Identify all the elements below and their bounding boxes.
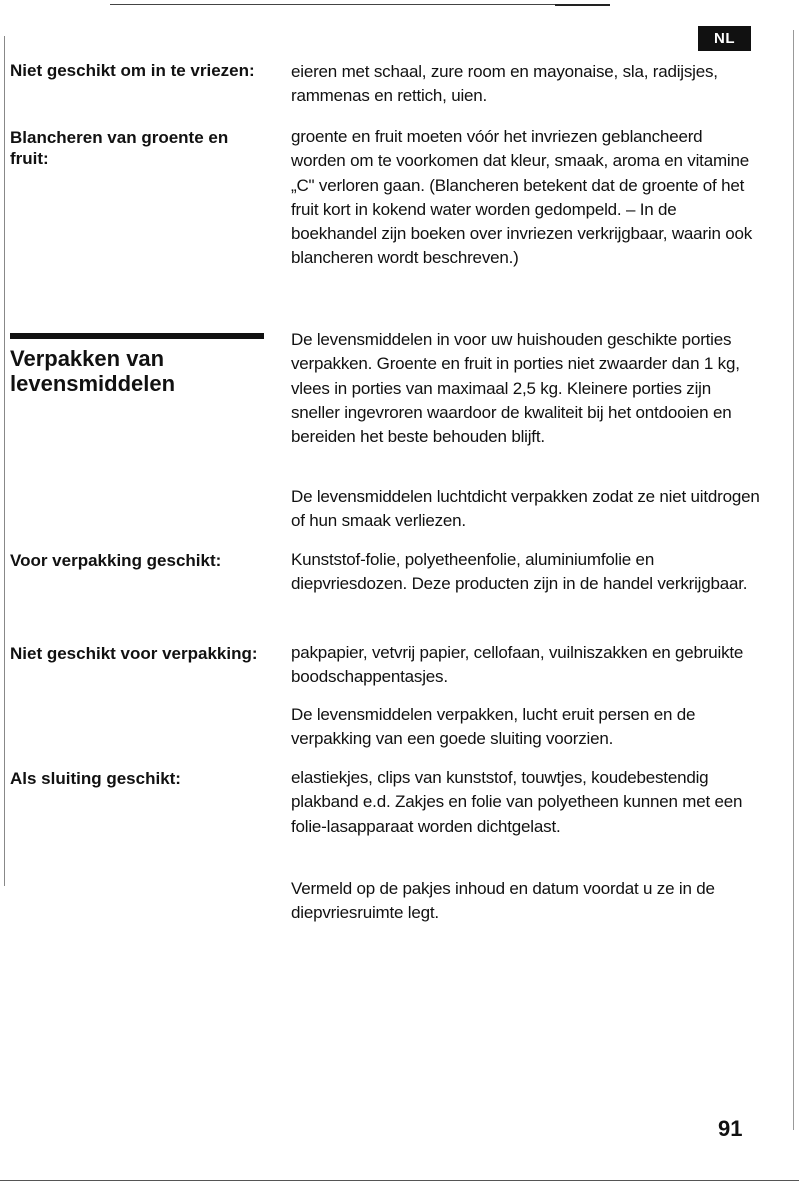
text-not-freezable: eieren met schaal, zure room en mayonaise, sla, radijsjes, rammenas en rettich, uien. [291,62,718,106]
text-blanching: groente en fruit moeten vóór het invriezen geblancheerd worden om te voorkomen dat kleur, smaak, aroma en vitamine „C" verloren gaan. (Blancheren betekent dat de groente of het fruit kort in kokend water worden gedompeld. – In de boekhandel zijn boeken over invriezen verkrijgbaar, waarin ook blancheren wordt beschreven.) [291,127,753,268]
language-badge: NL [698,26,751,51]
text-suitable-packaging: Kunststof-folie, polyetheenfolie, aluminiumfolie en diepvriesdozen. Deze producten zijn in de handel verkrijgbaar. [291,550,748,594]
scan-edge-bottom [0,1180,799,1181]
text-labeling-instructions: Vermeld op de pakjes inhoud en datum voordat u ze in de diepvriesruimte legt. [291,879,715,923]
text-packaging-instructions: De levensmiddelen verpakken, lucht eruit persen en de verpakking van een goede sluiting voorzien. [291,705,696,749]
label-blanching: Blancheren van groente en fruit: [10,128,229,168]
page-number: 91 [718,1116,743,1141]
scan-edge-left [4,36,5,886]
scan-edge-top [110,4,610,5]
label-suitable-closure: Als sluiting geschikt: [10,769,181,788]
label-unsuitable-packaging: Niet geschikt voor verpakking: [10,644,258,663]
scan-edge-right [793,30,794,1130]
section-heading: Verpakken van levensmiddelen [10,346,176,396]
intro-paragraph-1: De levensmiddelen in voor uw huishouden geschikte porties verpakken. Groente en fruit in porties niet zwaarder dan 1 kg, vlees in porties van maximaal 2,5 kg. Kleinere porties zijn sneller ingevroren waardoor de kwaliteit bij het ontdooien en bereiden het beste behouden blijft. [291,330,740,447]
scan-edge-top-mark [555,4,610,6]
text-unsuitable-packaging: pakpapier, vetvrij papier, cellofaan, vuilniszakken en gebruikte boodschappentasjes. [291,643,744,687]
label-suitable-packaging: Voor verpakking geschikt: [10,551,222,570]
heading-rule [10,333,264,339]
label-not-freezable: Niet geschikt om in te vriezen: [10,61,255,80]
text-suitable-closure: elastiekjes, clips van kunststof, touwtjes, koudebestendig plakband e.d. Zakjes en folie van polyetheen kunnen met een folie-lasapparaat worden dichtgelast. [291,768,743,836]
intro-paragraph-2: De levensmiddelen luchtdicht verpakken zodat ze niet uitdrogen of hun smaak verliezen. [291,487,760,531]
